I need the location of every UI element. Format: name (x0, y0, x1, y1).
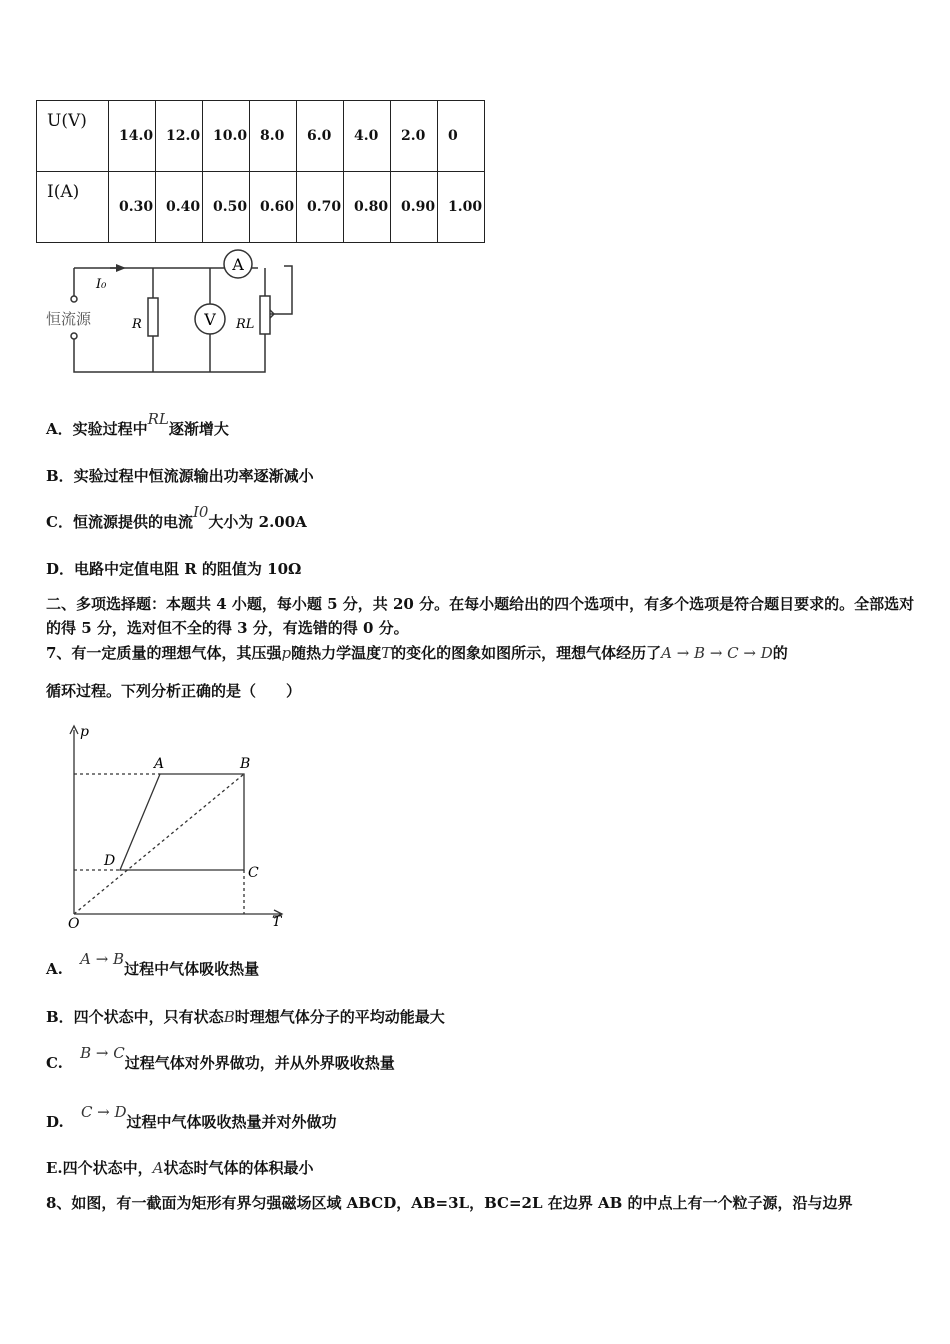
i-header: I(A) (37, 172, 109, 243)
voltmeter-label: V (204, 310, 216, 329)
table-cell: 8.0 (250, 101, 297, 172)
source-label: 恒流源 (46, 310, 92, 328)
table-cell: 1.00 (438, 172, 485, 243)
table-cell: 4.0 (344, 101, 391, 172)
table-cell: 0.40 (156, 172, 203, 243)
table-cell: 0.80 (344, 172, 391, 243)
table-cell: 10.0 (203, 101, 250, 172)
q6-option-d: D．电路中定值电阻 R 的阻值为 10Ω (46, 560, 302, 578)
q7-stem-line2: 循环过程。下列分析正确的是（ ） (46, 682, 302, 700)
q6-option-a: A．实验过程中RL逐渐增大 (46, 410, 229, 438)
table-cell: 14.0 (109, 101, 156, 172)
circuit-diagram (40, 248, 310, 378)
table-cell: 0.30 (109, 172, 156, 243)
u-header: U(V) (37, 101, 109, 172)
table-cell: 12.0 (156, 101, 203, 172)
q7-option-d: D. C → D过程中气体吸收热量并对外做功 (46, 1103, 337, 1131)
ammeter-label: A (232, 255, 244, 274)
point-d-label: D (104, 853, 116, 869)
point-a-label: A (154, 756, 165, 772)
table-cell: 0.60 (250, 172, 297, 243)
data-table (36, 100, 485, 243)
pt-graph (62, 722, 292, 932)
q7-stem-line1: 7、有一定质量的理想气体，其压强p随热力学温度T的变化的图象如图所示，理想气体经历了A → B → C → D的 (46, 644, 788, 662)
q7-option-b: B．四个状态中，只有状态B时理想气体分子的平均动能最大 (46, 1008, 445, 1026)
point-c-label: C (248, 865, 259, 881)
q6-option-b: B．实验过程中恒流源输出功率逐渐减小 (46, 467, 314, 485)
table-cell: 0.70 (297, 172, 344, 243)
table-row (37, 101, 485, 172)
q7-option-a: A. A → B过程中气体吸收热量 (46, 950, 260, 978)
resistor-label: R (132, 317, 142, 332)
q8-stem: 8、如图，有一截面为矩形有界匀强磁场区域 ABCD，AB=3L，BC=2L 在边界 AB 的中点上有一个粒子源，沿与边界 (46, 1194, 853, 1212)
q6-option-c: C．恒流源提供的电流I0大小为 2.00A (46, 503, 307, 531)
table-row (37, 172, 485, 243)
point-b-label: B (240, 756, 251, 772)
current-label: I₀ (96, 277, 107, 292)
table-cell: 0.90 (391, 172, 438, 243)
table-cell: 6.0 (297, 101, 344, 172)
section-heading: 二、多项选择题：本题共 4 小题，每小题 5 分，共 20 分。在每小题给出的四个选项中，有多个选项是符合题目要求的。全部选对的得 5 分，选对但不全的得 3 分，有选错的得 0 分。 (46, 595, 915, 637)
table-cell: 0 (438, 101, 485, 172)
q7-option-c: C. B → C过程气体对外界做功，并从外界吸收热量 (46, 1044, 395, 1072)
y-axis-label: p (80, 724, 89, 740)
load-label: RL (236, 317, 255, 332)
table-cell: 0.50 (203, 172, 250, 243)
q7-option-e: E.四个状态中，A状态时气体的体积最小 (46, 1159, 314, 1177)
origin-label: O (68, 916, 80, 932)
table-cell: 2.0 (391, 101, 438, 172)
x-axis-label: T (272, 914, 282, 930)
